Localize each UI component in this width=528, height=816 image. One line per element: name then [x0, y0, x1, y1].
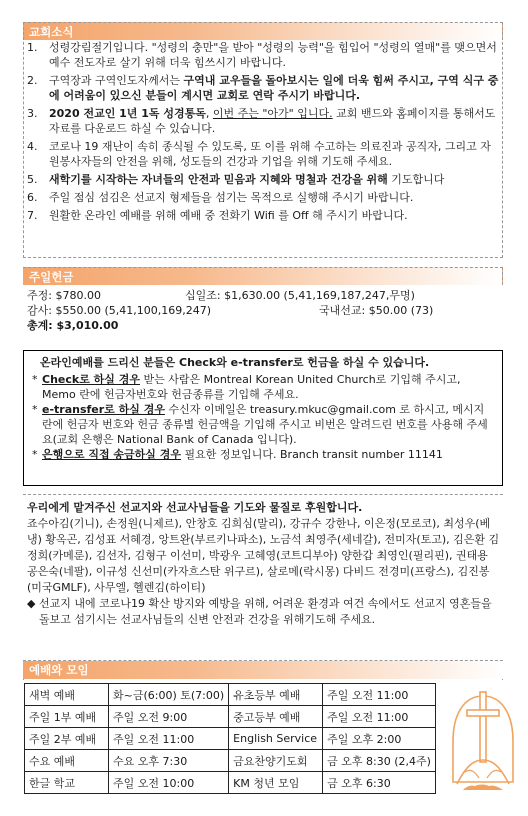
- schedule-event: English Service: [229, 728, 323, 750]
- schedule-time: 주일 오전 11:00: [323, 706, 436, 728]
- news-item: [27, 208, 499, 223]
- check-label: Check로 하실 경우: [42, 373, 140, 386]
- offering-domestic-mission: 국내선교: $50.00 (73): [319, 304, 434, 317]
- online-item-check: [32, 372, 494, 402]
- news-item-text: 성령강림절기입니다. "성령의 충만"을 받아 "성령의 능력"을 힘입어 "성령의 열매"를 맺으면서 예수 전도자로 살기 위해 더욱 힘쓰시기 바랍니다.: [49, 41, 497, 69]
- schedule-row: [25, 706, 436, 728]
- star-bullet-icon: *: [32, 448, 38, 461]
- online-item-etransfer: [32, 402, 494, 447]
- online-offering-box: [23, 350, 503, 486]
- news-item-number: 4.: [27, 140, 38, 153]
- schedule-event: 한글 학교: [25, 772, 109, 794]
- news-item-text: 구역장과 구역인도자께서는: [49, 74, 184, 87]
- mission-prayer-text: 선교지 내에 코로나19 확산 방지와 예방을 위해, 어려운 환경과 여건 속에서도 선교지 영혼들을 돌보고 섬기시는 선교사님들의 신변 안전과 건강을 위해기도해 주세요.: [39, 597, 492, 626]
- schedule-time: 금 오후 8:30 (2,4주): [323, 750, 436, 772]
- news-item-text: ,: [205, 107, 213, 120]
- mission-title: 우리에게 맡겨주신 선교지와 선교사님들을 기도와 물질로 후원합니다.: [27, 501, 363, 514]
- online-item-bank: [32, 447, 494, 462]
- etransfer-label: e-transfer로 하실 경우: [42, 403, 165, 416]
- news-item-text: 코로나 19 재난이 속히 종식될 수 있도록, 또 이를 위해 수고하는 의료진과 공직자, 그리고 자원봉사자들의 안전을 위해, 성도들의 건강과 기업을 위해 기도해 주세요.: [49, 140, 491, 168]
- etransfer-text: 수신자 이메일은 treasury.mkuc@gmail.com 로 하시고, 메시지란에 헌금자 번호와 헌금 종류별 헌금액을 기입해 주시고 비번은 알려드린 번호를 사용해 주세요(교회 은행은 National Bank of Canada 입니다).: [42, 403, 488, 446]
- news-item: [27, 40, 499, 70]
- news-item-text: 2020 전교인 1년 1독 성경통독: [49, 107, 206, 120]
- news-item-text: 새학기를 시작하는 자녀들의 안전과 믿음과 지혜와 명철과 건강을 위해: [49, 173, 388, 186]
- schedule-row: [25, 750, 436, 772]
- news-item-text: 구역내 교우들을 돌아보시는 일에 더욱 힘써 주시고, 구역 식구 중에 어려움이 있으신 분들이 계시면 교회로 연락 주시기 바랍니다.: [49, 74, 499, 102]
- schedule-row: [25, 728, 436, 750]
- schedule-event: 금요찬양기도회: [229, 750, 323, 772]
- news-list: [27, 40, 499, 226]
- news-item: [27, 172, 499, 187]
- bank-text: 필요한 정보입니다. Branch transit number 11141: [181, 448, 443, 461]
- offering-regular: 주정: $780.00: [27, 289, 101, 302]
- news-item: [27, 73, 499, 103]
- offering-summary: [27, 288, 503, 333]
- online-offering-title: 온라인예배를 드리신 분들은 Check와 e-transfer로 헌금을 하실 수 있습니다.: [40, 356, 430, 369]
- schedule-time: 주일 오전 11:00: [323, 684, 436, 706]
- schedule-time: 주일 오전 9:00: [109, 706, 229, 728]
- schedule-time: 주일 오전 11:00: [109, 728, 229, 750]
- offering-section-title: 주일헌금: [29, 270, 74, 284]
- schedule-event: 수요 예배: [25, 750, 109, 772]
- mission-section: [27, 500, 501, 628]
- schedule-time: 주일 오전 10:00: [109, 772, 229, 794]
- schedule-event: 주일 1부 예배: [25, 706, 109, 728]
- news-item-text: 기도합니다: [387, 173, 445, 186]
- church-cross-logo: [445, 686, 521, 798]
- news-item-number: 2.: [27, 74, 38, 87]
- star-bullet-icon: *: [32, 373, 38, 386]
- schedule-time: 수요 오후 7:30: [109, 750, 229, 772]
- schedule-time: 화~금(6:00) 토(7:00): [109, 684, 229, 706]
- schedule-event: 중고등부 예배: [229, 706, 323, 728]
- schedule-time: 금 오후 6:30: [323, 772, 436, 794]
- offering-tithe: 십일조: $1,630.00 (5,41,169,187,247,무명): [185, 289, 415, 302]
- schedule-event: KM 청년 모임: [229, 772, 323, 794]
- offering-thanks: 감사: $550.00 (5,41,100,169,247): [27, 304, 211, 317]
- offering-section-header: [23, 267, 503, 285]
- news-item-text: 교회 밴드와 홈페이지를 통해서도 자료를 다운로드 하실 수 있습니다.: [49, 107, 496, 135]
- news-item-number: 3.: [27, 107, 38, 120]
- bank-label: 은행으로 직접 송금하실 경우: [42, 448, 181, 461]
- mission-prayer: [27, 596, 501, 628]
- news-item-number: 6.: [27, 191, 38, 204]
- missionary-names: 죠수아김(기니), 손정원(니제르), 안창호 김희심(말리), 강규수 강한나, 이은정(모로코), 최성우(베냉) 황옥곤, 김성표 서혜경, 앙트완(부르키나파소), 노금석 최영주(세네갈), 전미자(토고), 김은환 김정희(카메룬), 김선자, 김형구 이선미, 박광우 고혜영(코트디부아) 양한갑 최영인(필리핀), 권태용 공은숙(네팔), 이규성 신선미(카자흐스탄 위구르), 살로메(락시몽) 다비드 전경미(프랑스), 김진봉(미국GMLF), 사무엘, 헬렌김(하이티): [27, 517, 500, 594]
- news-item: [27, 106, 499, 136]
- news-item: [27, 190, 499, 205]
- schedule-table: [24, 683, 436, 794]
- news-item-number: 7.: [27, 209, 38, 222]
- news-section-title: 교회소식: [29, 25, 74, 39]
- news-item-number: 1.: [27, 41, 38, 54]
- diamond-bullet-icon: ◆: [27, 597, 36, 610]
- news-item-number: 5.: [27, 173, 38, 186]
- schedule-event: 주일 2부 예배: [25, 728, 109, 750]
- schedule-section-title: 예배와 모임: [29, 663, 89, 677]
- news-item-text: 주일 점심 섬김은 선교지 형제들을 섬기는 목적으로 실행해 주시기 바랍니다.: [49, 191, 414, 204]
- schedule-row: [25, 684, 436, 706]
- schedule-section-header: [23, 661, 503, 679]
- star-bullet-icon: *: [32, 403, 38, 416]
- schedule-row: [25, 772, 436, 794]
- schedule-time: 주일 오후 2:00: [323, 728, 436, 750]
- news-item-text: 이번 주는 "아가" 입니다.: [212, 107, 333, 120]
- check-text: 받는 사람은 Montreal Korean United Church로 기입해 주시고, Memo 란에 헌금자번호와 헌금종류를 기입해 주세요.: [42, 373, 461, 401]
- news-item: [27, 139, 499, 169]
- offering-total: 총계: $3,010.00: [27, 319, 119, 332]
- schedule-event: 새벽 예배: [25, 684, 109, 706]
- news-item-text: 원활한 온라인 예배를 위해 예배 중 전화기 Wifi 를 Off 해 주시기 바랍니다.: [49, 209, 408, 222]
- schedule-event: 유초등부 예배: [229, 684, 323, 706]
